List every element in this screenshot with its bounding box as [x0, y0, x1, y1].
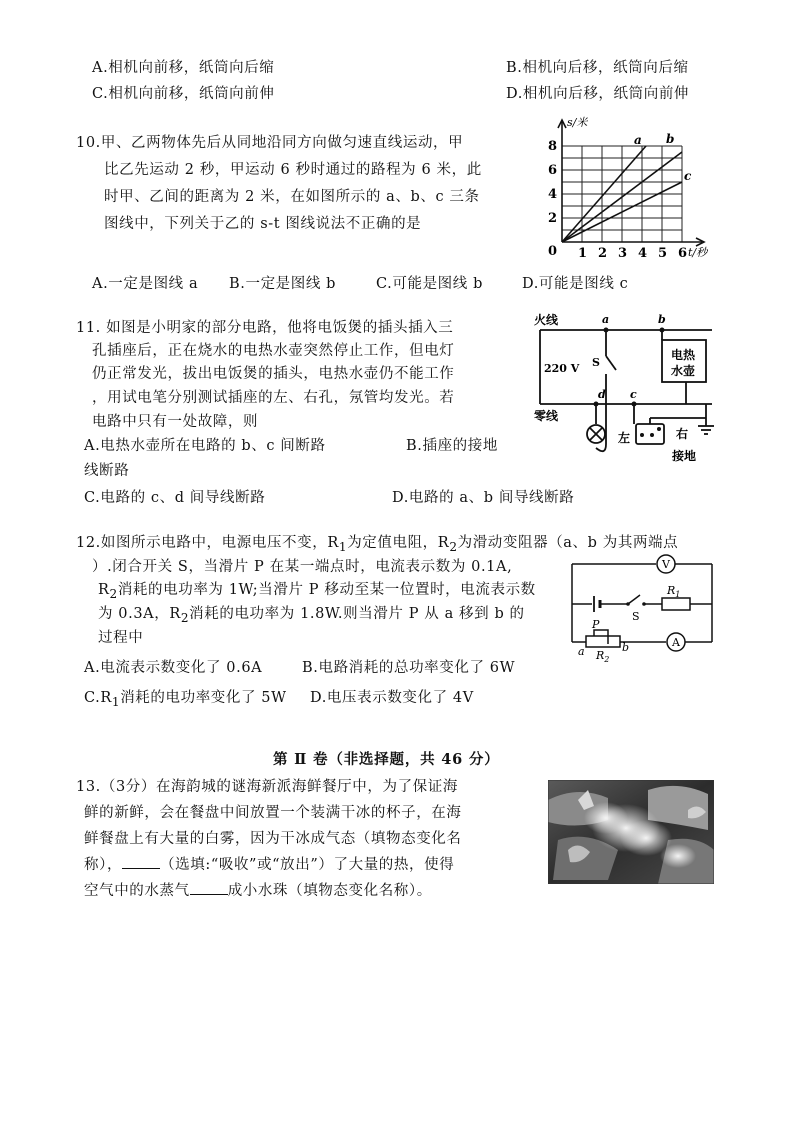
q10-xtick: 5: [658, 246, 668, 261]
q10-line-4: 图线中，下列关于乙的 s-t 图线说法不正确的是: [104, 216, 422, 232]
rheostat-end-b-label: b: [622, 641, 630, 654]
neutral-label: 零线: [534, 409, 559, 423]
q13-line-4: 称）， （选填:“吸收”或“放出”）了大量的热，使得: [84, 853, 454, 874]
r1-resistor: [662, 598, 690, 610]
q11-option-c: C.电路的 c、d 间导线断路: [84, 490, 266, 506]
q11-circuit-diagram: [526, 308, 720, 468]
point-d-label: d: [598, 388, 606, 401]
r2-label: $R_2$: [596, 649, 610, 664]
q10-option-d: D.可能是图线 c: [522, 276, 629, 292]
q9-option-b: B.相机向后移，纸筒向后缩: [506, 60, 689, 76]
ammeter-label: A: [672, 636, 680, 649]
q10-ytick: 8: [548, 139, 558, 154]
q10-xtick: 6: [678, 246, 688, 261]
q9-option-a: A.相机向前移，纸筒向后缩: [92, 60, 275, 76]
q10-line-label-a: a: [634, 133, 642, 147]
switch-label: S: [632, 610, 640, 623]
q10-line-label-b: b: [666, 132, 675, 146]
q11-option-d: D.电路的 a、b 间导线断路: [392, 490, 575, 506]
q12-line-5: 过程中: [98, 630, 144, 646]
q12-option-b: B.电路消耗的总功率变化了 6W: [302, 660, 516, 676]
q11-line-5: 电路中只有一处故障，则: [92, 414, 259, 430]
q10-xtick: 4: [638, 246, 648, 261]
q10-line-2: 比乙先运动 2 秒，甲运动 6 秒时通过的路程为 6 米，此: [104, 162, 482, 178]
q12-line-1: 12.如图所示电路中，电源电压不变，$R_1$为定值电阻，$R_2$为滑动变阻器（a、b 为其两端点: [76, 535, 679, 554]
q10-ytick: 6: [548, 163, 558, 178]
kettle-label-2: 水壶: [671, 364, 696, 378]
q10-line-1: 10.甲、乙两物体先后从同地沿同方向做匀速直线运动，甲: [76, 135, 464, 151]
q13-blank-2[interactable]: [190, 880, 228, 895]
q11-line-1: 11. 如图是小明家的部分电路，他将电饭煲的插头插入三: [76, 320, 454, 336]
q10-st-graph: [532, 112, 712, 262]
q11-option-a: A.电热水壶所在电路的 b、c 间断路: [84, 438, 326, 454]
q12-option-c: $C.R_1$消耗的电功率变化了 5W: [84, 690, 287, 709]
q12-option-d: D.电压表示数变化了 4V: [310, 690, 474, 706]
q13-line-2: 鲜的新鲜，会在餐盘中间放置一个装满干冰的杯子，在海: [84, 805, 462, 821]
q10-option-b: B.一定是图线 b: [229, 276, 337, 292]
kettle-label-1: 电热: [671, 348, 696, 362]
socket-right-label: 右: [676, 427, 689, 441]
q10-graph-xlabel: t/秒: [688, 246, 708, 259]
voltage-label: 220 V: [544, 362, 580, 375]
voltmeter-label: V: [662, 558, 670, 571]
q10-line-label-c: c: [684, 169, 692, 183]
q10-line-3: 时甲、乙间的距离为 2 米，在如图所示的 a、b、c 三条: [104, 189, 480, 205]
q9-option-d: D.相机向后移，纸筒向前伸: [506, 86, 690, 102]
switch-blade: [628, 595, 640, 604]
q13-line-3: 鲜餐盘上有大量的白雾，因为干冰成气态（填物态变化名: [84, 831, 462, 847]
point-c-label: c: [630, 388, 637, 401]
section-title: 第 Ⅱ 卷（非选择题，共 46 分）: [273, 751, 500, 768]
q10-option-c: C.可能是图线 b: [376, 276, 483, 292]
q11-line-4: ，用试电笔分别测试插座的左、右孔，氖管均发光。若: [92, 390, 455, 406]
switch-label: S: [592, 356, 600, 369]
switch-blade: [606, 356, 616, 370]
seafood-photo: [548, 780, 714, 884]
q10-xtick: 2: [598, 246, 608, 261]
q12-line-3: $R_2$消耗的电功率为 1W;当滑片 P 移动至某一位置时，电流表示数: [98, 582, 536, 601]
r2-rheostat: [586, 636, 620, 647]
point-a-label: a: [602, 313, 610, 326]
live-label: 火线: [534, 313, 559, 327]
q12-circuit-diagram: [564, 548, 720, 664]
q13-line-5: 空气中的水蒸气 成小水珠（填物态变化名称）。: [84, 879, 432, 900]
q11-line-2: 孔插座后，正在烧水的电热水壶突然停止工作，但电灯: [92, 343, 455, 359]
point-b-label: b: [658, 313, 666, 326]
q10-option-a: A.一定是图线 a: [92, 276, 199, 292]
q10-ytick: 2: [548, 211, 558, 226]
q9-option-c: C.相机向前移，纸筒向前伸: [92, 86, 275, 102]
q10-graph-ylabel: s/米: [567, 116, 588, 129]
q10-graph-origin: 0: [548, 244, 558, 259]
slider-p-label: P: [592, 618, 600, 631]
q11-option-b-cont: 线断路: [84, 463, 130, 479]
q10-ytick: 4: [548, 187, 558, 202]
q11-line-3: 仍正常发光，拔出电饭煲的插头，电热水壶仍不能工作: [92, 366, 455, 382]
ground-label: 接地: [672, 449, 697, 463]
q10-xtick: 1: [578, 246, 588, 261]
q13-blank-1[interactable]: [122, 854, 160, 869]
rheostat-end-a-label: a: [578, 645, 585, 658]
socket-left-label: 左: [618, 431, 631, 445]
r1-label: $R_1$: [667, 584, 681, 599]
socket: [636, 424, 664, 444]
q12-line-4: 为 0.3A，$R_2$消耗的电功率为 1.8W.则当滑片 P 从 a 移到 b 的: [98, 606, 525, 625]
q12-line-2: ）.闭合开关 S，当滑片 P 在某一端点时，电流表示数为 0.1A,: [92, 559, 513, 575]
q10-xtick: 3: [618, 246, 628, 261]
q11-option-b: B.插座的接地: [406, 438, 498, 454]
q13-line-1: 13.（3分）在海韵城的谜海新派海鲜餐厅中，为了保证海: [76, 779, 458, 795]
q12-option-a: A.电流表示数变化了 0.6A: [84, 660, 263, 676]
